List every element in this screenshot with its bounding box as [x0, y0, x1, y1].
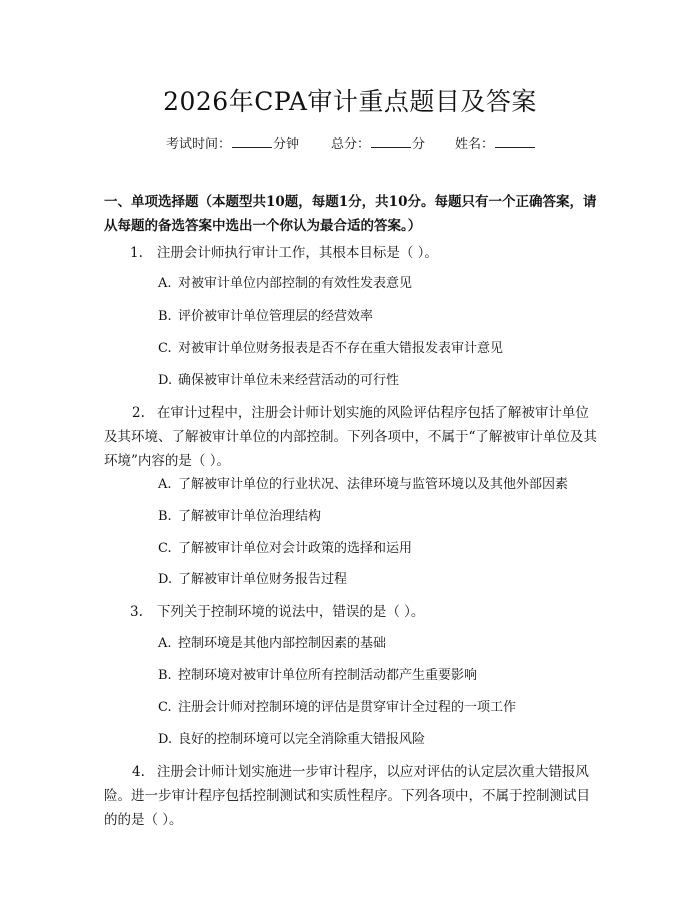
option-text: 确保被审计单位未来经营活动的可行性	[178, 373, 400, 388]
question-2-option-c	[158, 539, 412, 559]
name-blank	[495, 135, 535, 148]
question-1-option-d	[158, 371, 399, 391]
option-letter: A.	[158, 477, 172, 492]
question-3-option-b	[158, 666, 477, 686]
option-text: 控制环境对被审计单位所有控制活动都产生重要影响	[178, 668, 478, 683]
name-label: 姓名：	[455, 137, 495, 152]
question-stem: 注册会计师计划实施进一步审计程序，以应对评估的认定层次重大错报风险。进一步审计程序包括控制测试和实质性程序。下列各项中，不属于控制测试目的的是（ ）。	[104, 764, 590, 828]
question-3	[130, 600, 424, 624]
question-2-option-a	[158, 475, 568, 495]
question-stem: 注册会计师执行审计工作，其根本目标是（ ）。	[156, 245, 438, 261]
question-3-option-c	[158, 698, 516, 718]
option-letter: C.	[158, 700, 172, 715]
option-letter: B.	[158, 668, 172, 683]
question-2-option-b	[158, 507, 321, 527]
total-score-field	[331, 133, 425, 152]
total-score-unit: 分	[412, 137, 426, 152]
question-stem: 下列关于控制环境的说法中，错误的是（ ）。	[156, 604, 425, 620]
total-score-label: 总分：	[331, 137, 371, 152]
option-letter: B.	[158, 509, 172, 524]
question-stem: 在审计过程中，注册会计师计划实施的风险评估程序包括了解被审计单位及其环境、了解被审计单位的内部控制。下列各项中，不属于“了解被审计单位及其环境”内容的是（ ）。	[104, 405, 597, 469]
question-number: 2.	[132, 405, 145, 421]
name-field	[455, 133, 536, 152]
exam-time-label: 考试时间：	[166, 137, 232, 152]
question-1	[130, 241, 438, 265]
question-3-option-d	[158, 730, 425, 750]
option-letter: C.	[158, 541, 172, 556]
option-text: 了解被审计单位财务报告过程	[178, 572, 348, 587]
exam-time-blank	[232, 135, 272, 148]
option-text: 对被审计单位财务报表是否不存在重大错报发表审计意见	[178, 341, 504, 356]
question-number: 1.	[130, 245, 143, 261]
option-text: 对被审计单位内部控制的有效性发表意见	[178, 276, 413, 291]
exam-time-unit: 分钟	[273, 137, 300, 152]
question-2-option-d	[158, 570, 347, 590]
option-text: 评价被审计单位管理层的经营效率	[178, 309, 374, 324]
question-4	[104, 760, 600, 832]
document-title: 2026年CPA审计重点题目及答案	[163, 87, 537, 116]
section-heading: 一、单项选择题（本题型共10题，每题1分，共10分。每题只有一个正确答案，请从每题的备选答案中选出一个你认为最合适的答案。）	[104, 194, 597, 234]
option-text: 注册会计师对控制环境的评估是贯穿审计全过程的一项工作	[178, 700, 517, 715]
question-3-option-a	[158, 634, 386, 654]
option-letter: D.	[158, 373, 173, 388]
option-letter: D.	[158, 732, 173, 747]
question-1-option-c	[158, 339, 503, 359]
total-score-blank	[371, 135, 411, 148]
option-letter: A.	[158, 276, 172, 291]
option-letter: A.	[158, 636, 172, 651]
option-letter: B.	[158, 309, 172, 324]
question-2	[104, 401, 600, 473]
exam-time-field	[166, 133, 299, 152]
question-1-option-a	[158, 274, 412, 294]
question-1-option-b	[158, 307, 373, 327]
question-number: 3.	[130, 604, 143, 620]
option-text: 了解被审计单位对会计政策的选择和运用	[178, 541, 413, 556]
option-letter: C.	[158, 341, 172, 356]
option-text: 良好的控制环境可以完全消除重大错报风险	[178, 732, 426, 747]
option-letter: D.	[158, 572, 173, 587]
question-number: 4.	[132, 764, 145, 780]
option-text: 了解被审计单位治理结构	[178, 509, 322, 524]
option-text: 控制环境是其他内部控制因素的基础	[178, 636, 387, 651]
option-text: 了解被审计单位的行业状况、法律环境与监管环境以及其他外部因素	[178, 477, 569, 492]
